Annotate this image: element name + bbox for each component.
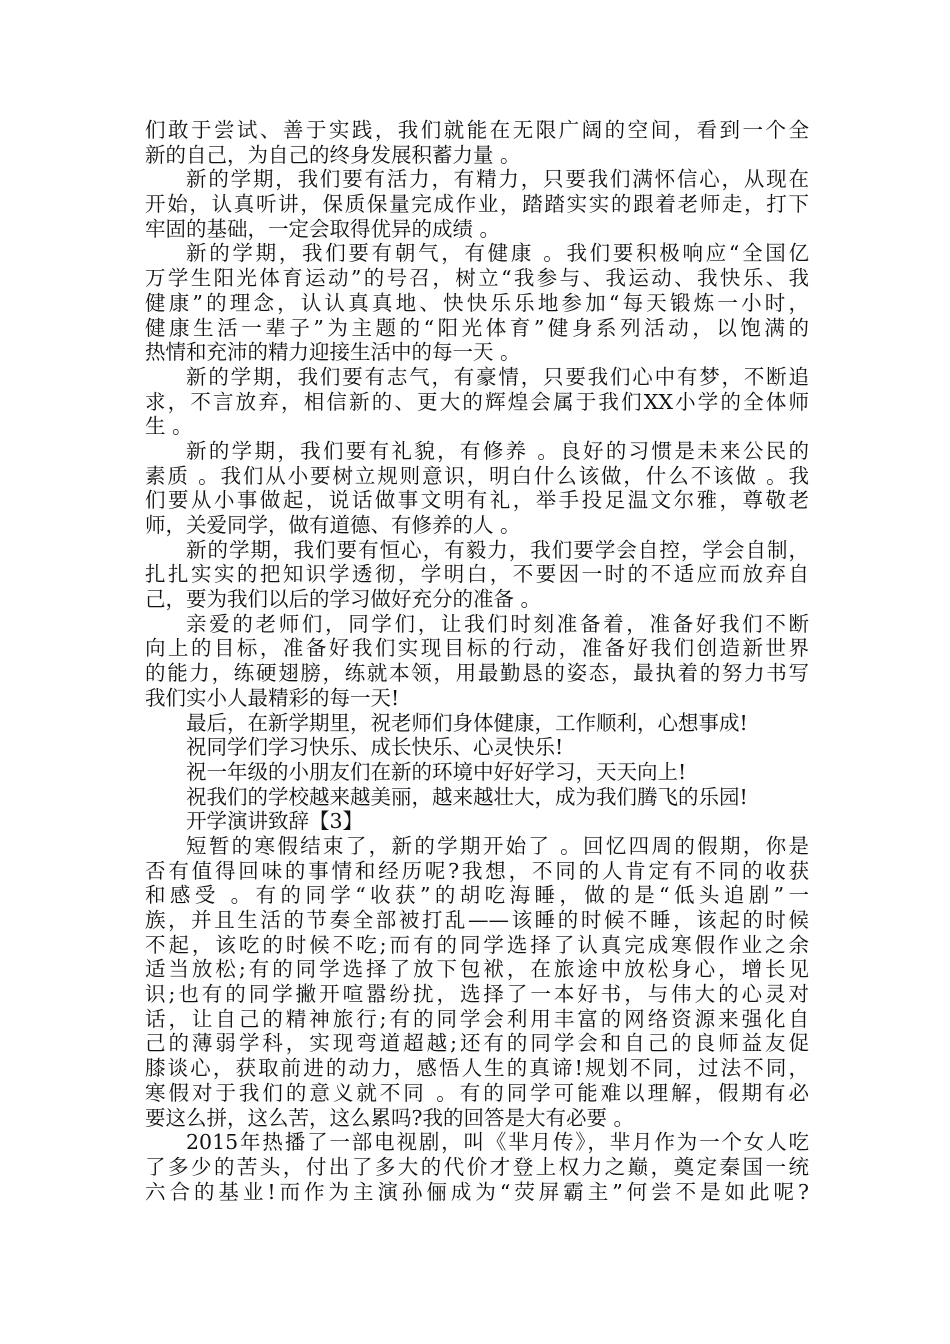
text-line: 祝一年级的小朋友们在新的环境中好好学习，天天向上! bbox=[186, 759, 687, 784]
text-line: 不起，该吃的时候不吃;而有的同学选择了认真完成寒假作业之余 bbox=[145, 932, 809, 957]
text-line: 素质 。我们从小要树立规则意识，明白什么该做，什么不该做 。我 bbox=[145, 463, 809, 488]
text-line: 开始，认真听讲，保质保量完成作业，踏踏实实的跟着老师走，打下 bbox=[145, 192, 809, 217]
text-line: 族，并且生活的节奏全部被打乱——该睡的时候不睡，该起的时候 bbox=[145, 908, 809, 932]
text-line: 祝我们的学校越来越美丽，越来越壮大，成为我们腾飞的乐园! bbox=[186, 784, 748, 809]
text-line: 生 。 bbox=[145, 414, 193, 439]
text-line: 万学生阳光体育运动”的号召，树立“我参与、我运动、我快乐、我 bbox=[145, 266, 809, 291]
text-line: 的能力，练硬翅膀，练就本领，用最勤恳的姿态，最执着的努力书写 bbox=[145, 661, 809, 686]
text-line: 短暂的寒假结束了，新的学期开始了 。回忆四周的假期，你是 bbox=[186, 833, 809, 858]
text-line: 2015年热播了一部电视剧，叫《芈月传》，芈月作为一个女人吃 bbox=[186, 1130, 809, 1155]
text-line: 扎扎实实的把知识学透彻，学明白，不要因一时的不适应而放弃自 bbox=[145, 562, 809, 587]
text-line: 牢固的基础，一定会取得优异的成绩 。 bbox=[145, 216, 501, 241]
text-line: 最后，在新学期里，祝老师们身体健康，工作顺利，心想事成! bbox=[186, 710, 748, 735]
text-line: 己，要为我们以后的学习做好充分的准备 。 bbox=[145, 587, 542, 612]
text-line: 热情和充沛的精力迎接生活中的每一天 。 bbox=[145, 340, 521, 365]
text-line: 祝同学们学习快乐、成长快乐、心灵快乐! bbox=[186, 735, 564, 760]
text-line: 我们实小人最精彩的每一天! bbox=[145, 685, 400, 710]
text-line: 新的学期，我们要有朝气，有健康 。我们要积极响应“全国亿 bbox=[186, 241, 809, 266]
text-line: 向上的目标，准备好我们实现目标的行动，准备好我们创造新世界 bbox=[145, 636, 809, 661]
text-line: 和感受 。有的同学“收获”的胡吃海睡，做的是“低头追剧”一 bbox=[145, 883, 809, 908]
text-line: 否有值得回味的事情和经历呢?我想，不同的人肯定有不同的收获 bbox=[145, 858, 809, 883]
text-line: 新的学期，我们要有志气，有豪情，只要我们心中有梦，不断追 bbox=[186, 364, 809, 389]
text-line: 要这么拼，这么苦，这么累吗?我的回答是大有必要 。 bbox=[145, 1105, 635, 1130]
text-line: 膝谈心，获取前进的动力，感悟人生的真谛!规划不同，过法不同， bbox=[145, 1056, 809, 1081]
text-line: 新的学期，我们要有恒心，有毅力，我们要学会自控，学会自制， bbox=[186, 537, 809, 562]
text-line: 话，让自己的精神旅行;有的同学会利用丰富的网络资源来强化自 bbox=[145, 1006, 809, 1031]
text-line: 开学演讲致辞【3】 bbox=[186, 809, 364, 834]
text-line: 新的学期，我们要有礼貌，有修养 。良好的习惯是未来公民的 bbox=[186, 438, 809, 463]
text-line: 求，不言放弃，相信新的、更大的辉煌会属于我们XX小学的全体师 bbox=[145, 389, 809, 414]
text-line: 六合的基业!而作为主演孙俪成为“荧屏霸主”何尝不是如此呢? bbox=[145, 1179, 809, 1204]
text-line: 新的学期，我们要有活力，有精力，只要我们满怀信心，从现在 bbox=[186, 167, 809, 192]
text-line: 寒假对于我们的意义就不同 。有的同学可能难以理解，假期有必 bbox=[145, 1080, 809, 1105]
text-line: 健康生活一辈子”为主题的“阳光体育”健身系列活动，以饱满的 bbox=[145, 315, 809, 340]
text-line: 们要从小事做起，说话做事文明有礼，举手投足温文尔雅，尊敬老 bbox=[145, 488, 809, 513]
text-line: 新的自己，为自己的终身发展积蓄力量 。 bbox=[145, 142, 521, 167]
text-line: 识;也有的同学撇开喧嚣纷扰，选择了一本好书，与伟大的心灵对 bbox=[145, 982, 809, 1007]
text-line: 们敢于尝试、善于实践，我们就能在无限广阔的空间，看到一个全 bbox=[145, 118, 809, 142]
text-line: 师，关爱同学，做有道德、有修养的人 。 bbox=[145, 513, 521, 537]
document-body bbox=[145, 118, 809, 1204]
text-line: 了多少的苦头，付出了多大的代价才登上权力之巅，奠定秦国一统 bbox=[145, 1154, 809, 1179]
text-line: 己的薄弱学科，实现弯道超越;还有的同学会和自己的良师益友促 bbox=[145, 1031, 809, 1056]
text-line: 健康”的理念，认认真真地、快快乐乐地参加“每天锻炼一小时， bbox=[145, 290, 809, 315]
text-line: 适当放松;有的同学选择了放下包袱，在旅途中放松身心，增长见 bbox=[145, 957, 809, 982]
text-line: 亲爱的老师们，同学们，让我们时刻准备着，准备好我们不断 bbox=[186, 611, 809, 636]
